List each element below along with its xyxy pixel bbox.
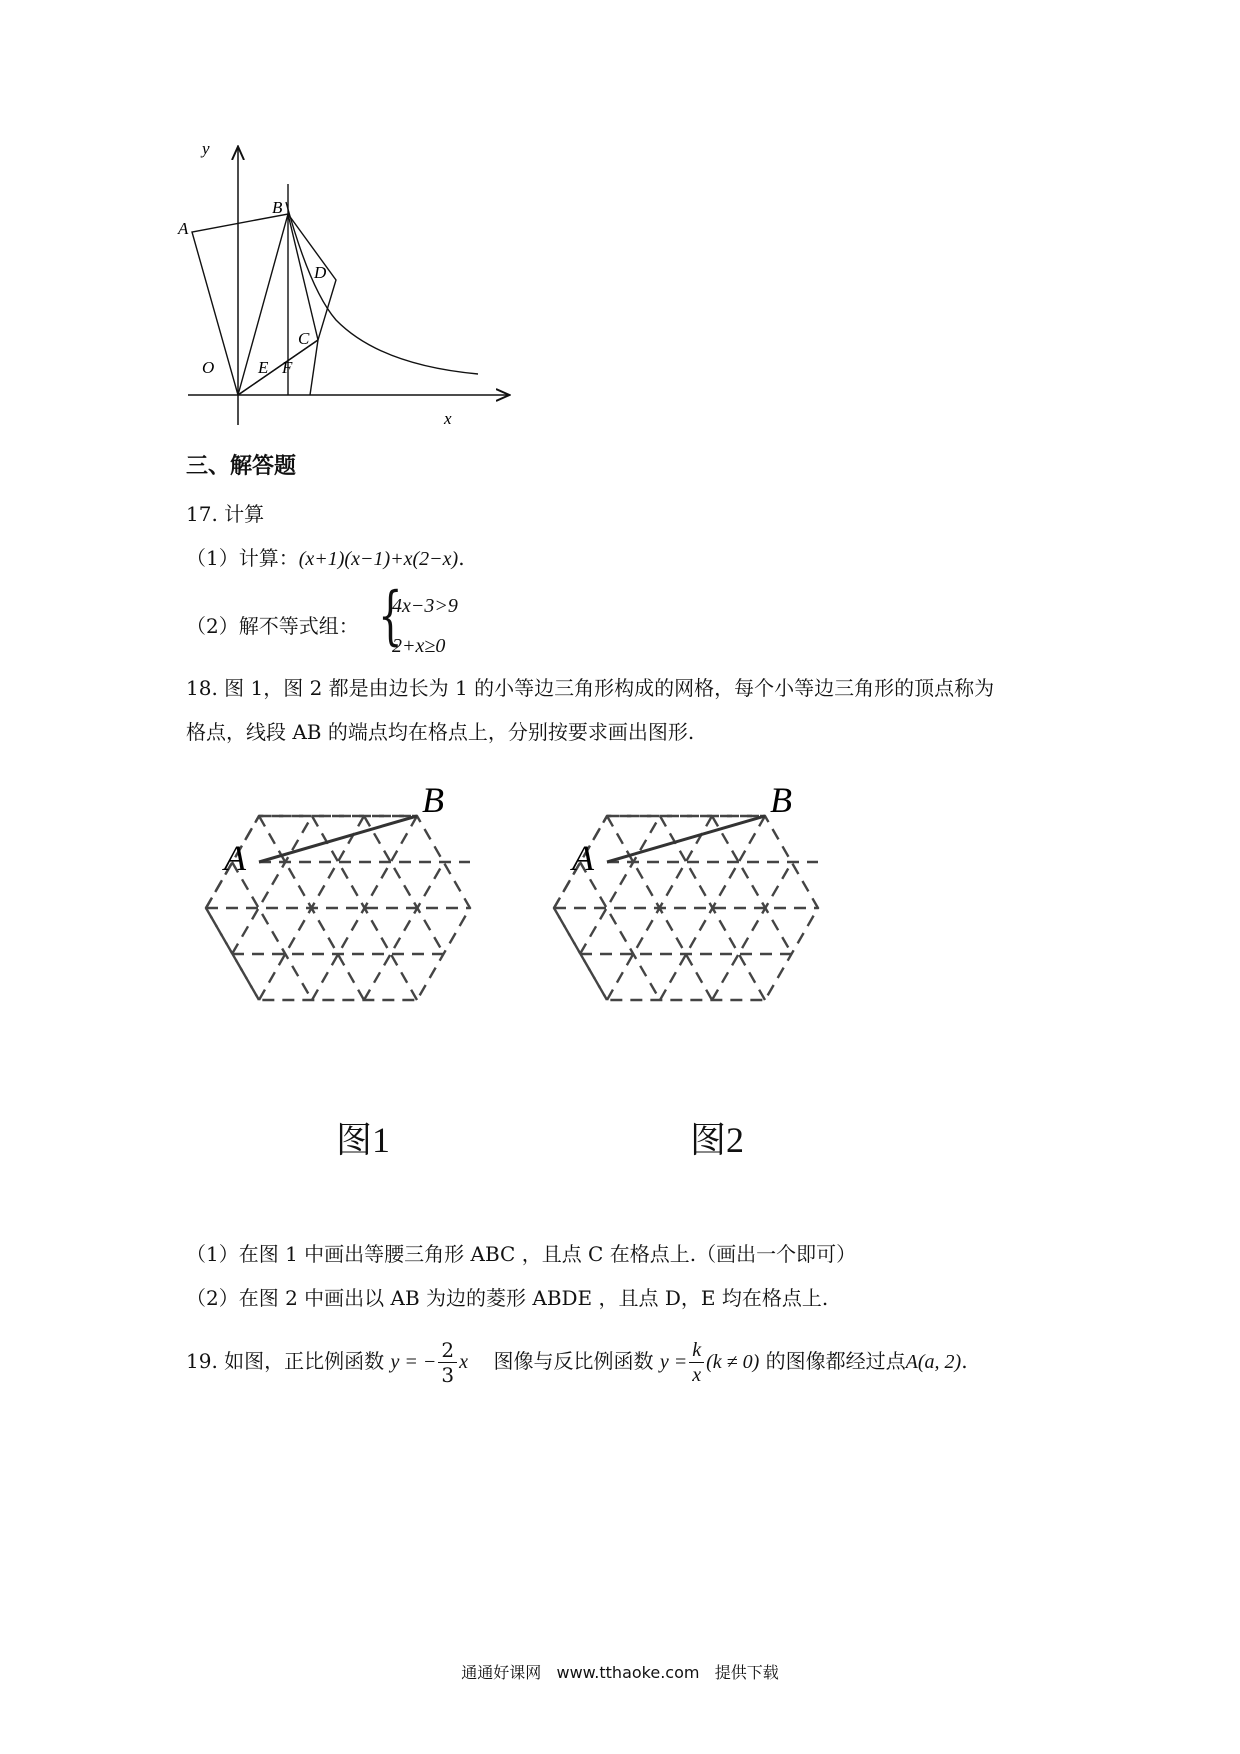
q17-part1 (186, 544, 465, 573)
q19-eq1-lhs: y = − (390, 1351, 437, 1373)
q19-prefix: 19. 如图，正比例函数 (186, 1349, 385, 1373)
segment-AB-fig1 (259, 816, 417, 862)
q17-part1-prefix: （1）计算： (186, 546, 299, 570)
fig1-label-A: A (224, 838, 246, 878)
label-F: F (282, 358, 293, 377)
q19-eq2-lhs: y = (659, 1351, 688, 1373)
q19-middle: 图像与反比例函数 (493, 1349, 654, 1373)
fig2-label-A: A (572, 838, 594, 878)
label-y: y (202, 139, 210, 158)
q19-eq2-den: x (692, 1364, 702, 1386)
q18-line2: 格点，线段 AB 的端点均在格点上，分别按要求画出图形. (186, 720, 695, 744)
q17-ineq1: 4x−3>9 (392, 595, 458, 617)
q19-line (186, 1334, 968, 1389)
q17-part2-prefix: （2）解不等式组： (186, 614, 359, 638)
segment-OC (238, 340, 318, 395)
page-footer: 通通好课网 www.tthaoke.com 提供下载 (461, 1663, 779, 1682)
q19-eq2-cond: (k ≠ 0) (706, 1351, 760, 1373)
q17-title: 17. 计算 (186, 502, 265, 526)
q17-part1-expr: (x+1)(x−1)+x(2−x) (298, 548, 459, 570)
label-C: C (298, 329, 310, 348)
fig2-caption: 图2 (690, 1120, 745, 1160)
fig2-label-B: B (770, 780, 792, 820)
fig1-label-B: B (422, 780, 444, 820)
q19-end: . (961, 1349, 968, 1373)
q19-eq1-num: 2 (438, 1338, 457, 1363)
hex-grid-figure-1 (200, 770, 540, 1110)
label-x: x (444, 409, 452, 428)
q19-suffix: 的图像都经过点 (765, 1349, 906, 1373)
q17-ineq2: 2+x≥0 (392, 635, 446, 657)
label-A: A (178, 219, 189, 238)
q18-line1: 18. 图 1，图 2 都是由边长为 1 的小等边三角形构成的网格，每个小等边三角形的顶点称为 (186, 676, 995, 700)
q19-eq2-fraction (689, 1338, 704, 1387)
section-heading: 三、解答题 (186, 453, 297, 479)
segment-CF (310, 340, 318, 395)
q19-point: A(a, 2) (905, 1351, 962, 1373)
label-D: D (314, 263, 327, 282)
fig1-caption: 图1 (336, 1120, 391, 1160)
segment-AB-fig2 (607, 816, 765, 862)
label-E: E (258, 358, 269, 377)
q19-eq2-num: k (689, 1338, 704, 1363)
q18-part1: （1）在图 1 中画出等腰三角形 ABC ，且点 C 在格点上.（画出一个即可） (186, 1242, 857, 1266)
label-O: O (202, 358, 215, 377)
label-B: B (272, 198, 283, 217)
q17-part1-end: . (458, 546, 465, 570)
hex-grid-figure-2 (548, 770, 888, 1110)
q19-eq1-den: 3 (441, 1363, 455, 1387)
coordinate-figure (180, 140, 520, 430)
q17-brace: { (378, 579, 403, 653)
hyperbola-curve (286, 202, 478, 374)
q19-eq1-var: x (459, 1351, 469, 1373)
q19-eq1-fraction (438, 1338, 457, 1387)
q18-part2: （2）在图 2 中画出以 AB 为边的菱形 ABDE ，且点 D，E 均在格点上. (186, 1286, 829, 1310)
